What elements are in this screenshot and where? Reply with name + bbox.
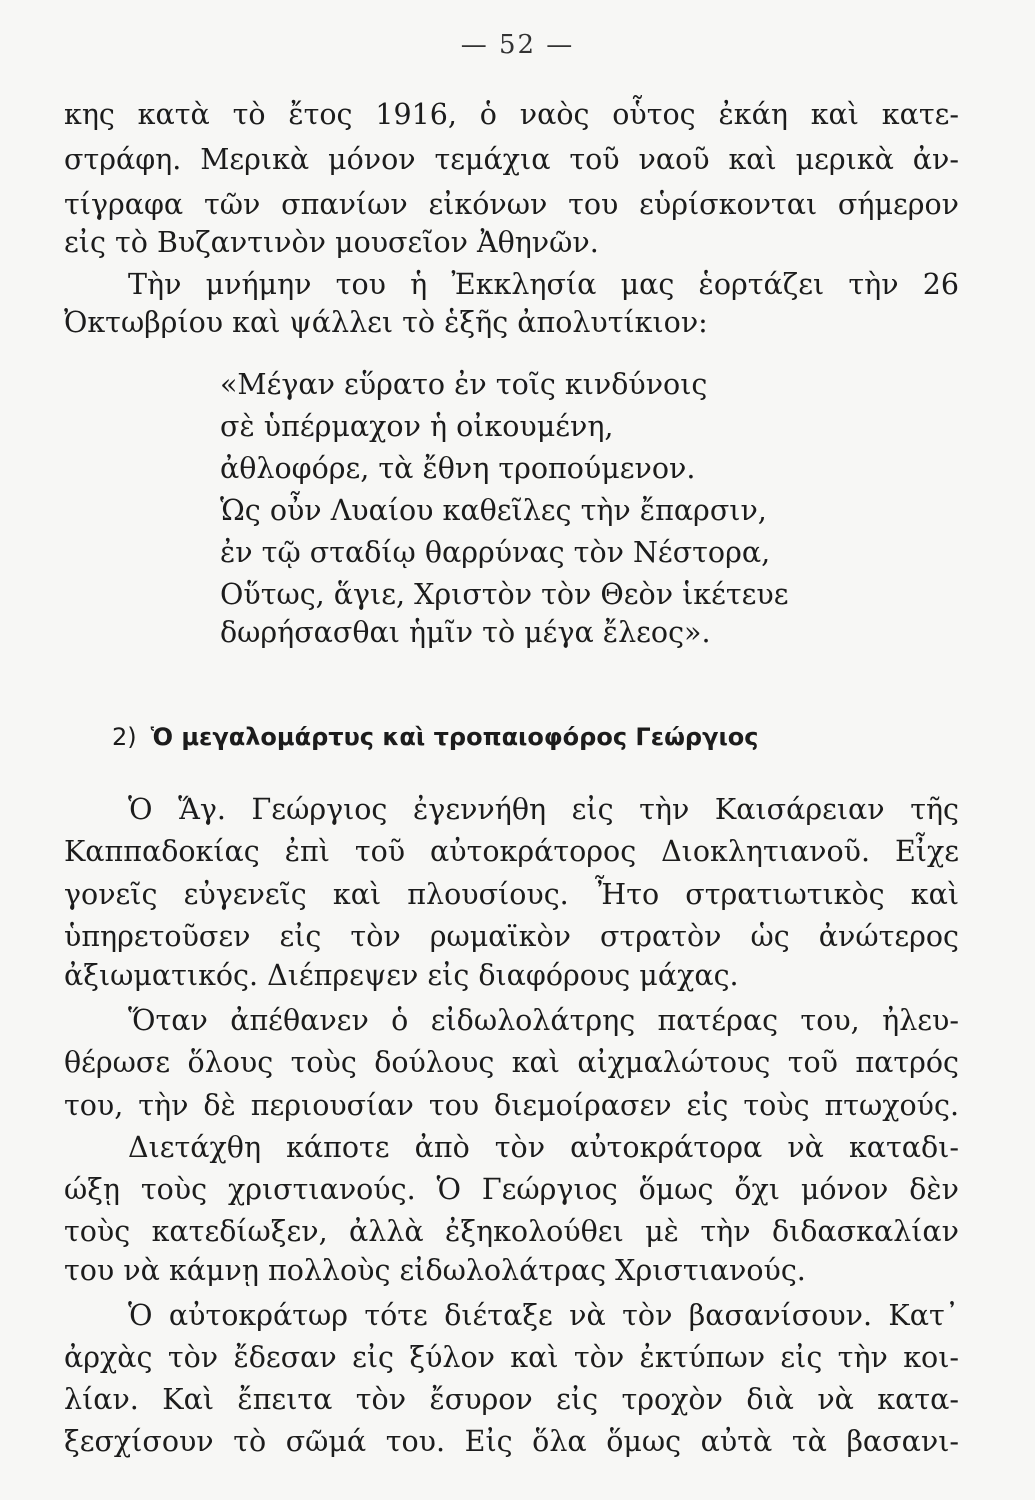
text-line: κης κατὰ τὸ ἔτος 1916, ὁ ναὸς οὗτος ἐκάη καὶ κατε-	[64, 98, 959, 131]
text-line: του, τὴν δὲ περιουσίαν του διεμοίρασεν εἰς τοὺς πτωχούς.	[64, 1089, 959, 1122]
text-line: ώξῃ τοὺς χριστιανούς. Ὁ Γεώργιος ὅμως ὄχι μόνον δὲν	[64, 1173, 959, 1206]
hymn-line: Ὡς οὖν Λυαίου καθεῖλες τὴν ἔπαρσιν,	[220, 494, 767, 527]
text-line: εἰς τὸ Βυζαντινὸν μουσεῖον Ἀθηνῶν.	[64, 226, 599, 259]
hymn-line: «Μέγαν εὕρατο ἐν τοῖς κινδύνοις	[220, 368, 708, 401]
text-line: τίγραφα τῶν σπανίων εἰκόνων του εὑρίσκονται σήμερον	[64, 188, 959, 221]
text-line: Διετάχθη κάποτε ἀπὸ τὸν αὐτοκράτορα νὰ καταδι-	[128, 1131, 959, 1164]
hymn-line: δωρήσασθαι ἡμῖν τὸ μέγα ἔλεος».	[220, 616, 711, 649]
section-heading	[112, 718, 759, 756]
hymn-line: Οὕτως, ἅγιε, Χριστὸν τὸν Θεὸν ἱκέτευε	[220, 578, 789, 611]
text-line: ὑπηρετοῦσεν εἰς τὸν ρωμαϊκὸν στρατὸν ὡς ἀνώτερος	[64, 920, 959, 953]
text-line: στράφη. Μερικὰ μόνον τεμάχια τοῦ ναοῦ καὶ μερικὰ ἀν-	[64, 143, 959, 176]
hymn-line: ἀθλοφόρε, τὰ ἔθνη τροπούμενον.	[220, 452, 696, 485]
text-line: τοὺς κατεδίωξεν, ἀλλὰ ἐξηκολούθει μὲ τὴν διδασκαλίαν	[64, 1215, 959, 1248]
text-line: Ὀκτωβρίου καὶ ψάλλει τὸ ἑξῆς ἀπολυτίκιον:	[64, 306, 708, 339]
hymn-line: σὲ ὑπέρμαχον ἡ οἰκουμένη,	[220, 410, 614, 443]
section-title: Ὁ μεγαλομάρτυς καὶ τροπαιοφόρος Γεώργιος	[150, 723, 759, 751]
text-line: Ὁ Ἅγ. Γεώργιος ἐγεννήθη εἰς τὴν Καισάρειαν τῆς	[128, 793, 959, 826]
text-line: Τὴν μνήμην του ἡ Ἐκκλησία μας ἑορτάζει τὴν 26	[128, 268, 959, 301]
text-line: θέρωσε ὅλους τοὺς δούλους καὶ αἰχμαλώτους τοῦ πατρός	[64, 1046, 959, 1079]
section-number: 2)	[112, 723, 137, 751]
text-line: Ὅταν ἀπέθανεν ὁ εἰδωλολάτρης πατέρας του, ἠλευ-	[128, 1004, 959, 1037]
page-number: — 52 —	[460, 30, 575, 60]
text-line: Καππαδοκίας ἐπὶ τοῦ αὐτοκράτορος Διοκλητιανοῦ. Εἶχε	[64, 835, 959, 868]
text-line: λίαν. Καὶ ἔπειτα τὸν ἔσυρον εἰς τροχὸν διὰ νὰ κατα-	[64, 1383, 959, 1416]
text-line: του νὰ κάμνῃ πολλοὺς εἰδωλολάτρας Χριστιανούς.	[64, 1254, 806, 1287]
text-line: ξεσχίσουν τὸ σῶμά του. Εἰς ὅλα ὅμως αὐτὰ τὰ βασανι-	[64, 1425, 959, 1458]
text-line: Ὁ αὐτοκράτωρ τότε διέταξε νὰ τὸν βασανίσουν. Κατ᾽	[128, 1299, 959, 1332]
text-line: ἀρχὰς τὸν ἔδεσαν εἰς ξύλον καὶ τὸν ἐκτύπων εἰς τὴν κοι-	[64, 1341, 959, 1374]
hymn-line: ἐν τῷ σταδίῳ θαρρύνας τὸν Νέστορα,	[220, 536, 771, 569]
text-line: γονεῖς εὐγενεῖς καὶ πλουσίους. Ἦτο στρατιωτικὸς καὶ	[64, 878, 959, 911]
text-line: ἀξιωματικός. Διέπρεψεν εἰς διαφόρους μάχας.	[64, 959, 739, 992]
